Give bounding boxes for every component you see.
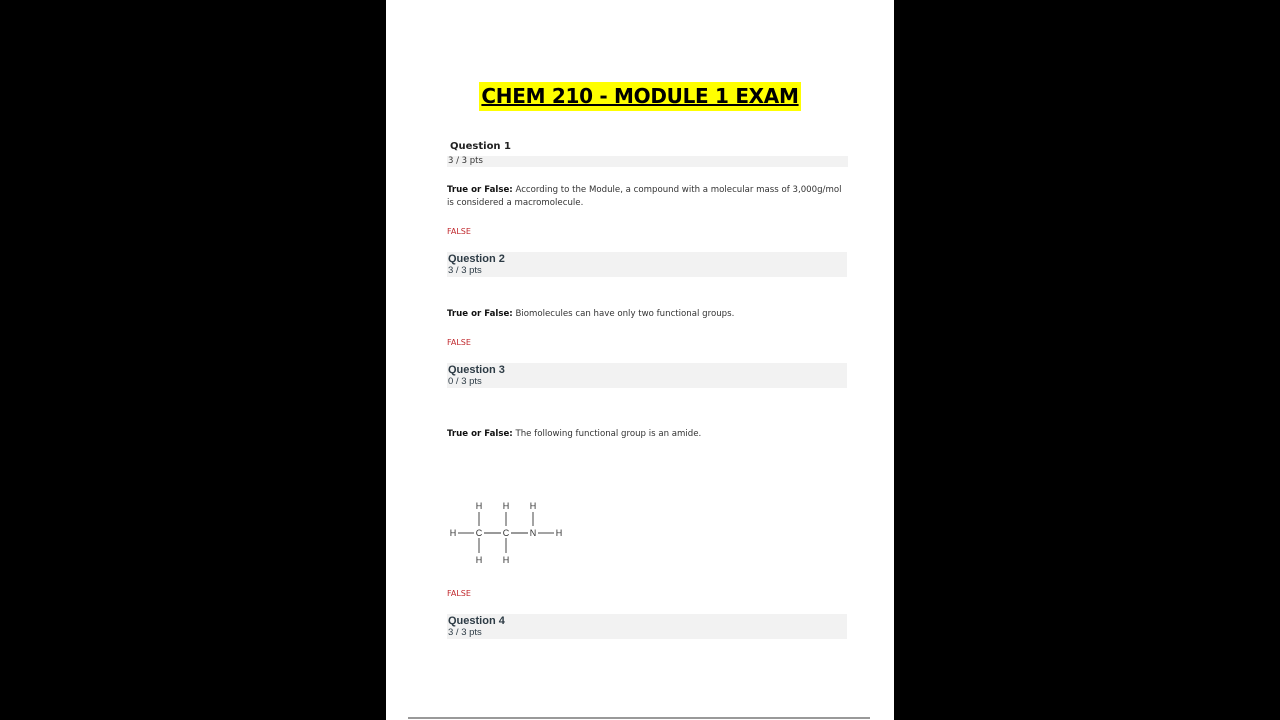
svg-text:H: H	[502, 555, 510, 565]
svg-text:C: C	[502, 528, 510, 538]
question-4-label: Question 4	[448, 615, 505, 627]
question-2-body: Biomolecules can have only two functional groups.	[512, 309, 735, 319]
document-page	[386, 0, 894, 720]
svg-text:H: H	[475, 501, 483, 511]
question-3-prefix: True or False:	[447, 429, 513, 439]
question-4-header	[447, 614, 847, 639]
question-1-text	[447, 184, 847, 210]
question-2-points: 3 / 3 pts	[448, 265, 482, 276]
question-1-label: Question 1	[450, 141, 511, 152]
question-3-header	[447, 363, 847, 388]
question-3-points: 0 / 3 pts	[448, 376, 482, 387]
question-2-text	[447, 308, 847, 321]
svg-text:H: H	[475, 555, 483, 565]
question-2-answer: FALSE	[447, 338, 471, 347]
svg-text:H: H	[555, 528, 563, 538]
question-1-points: 3 / 3 pts	[447, 156, 848, 167]
svg-text:H: H	[529, 501, 537, 511]
svg-text:N: N	[529, 528, 537, 538]
question-3-text	[447, 428, 847, 441]
question-1-answer: FALSE	[447, 227, 471, 236]
svg-text:H: H	[502, 501, 510, 511]
svg-text:H: H	[449, 528, 457, 538]
ethylamine-structure-figure	[447, 496, 571, 570]
title-container	[386, 82, 894, 111]
question-2-label: Question 2	[448, 253, 505, 265]
svg-text:C: C	[475, 528, 483, 538]
question-3-label: Question 3	[448, 364, 505, 376]
exam-title: CHEM 210 - MODULE 1 EXAM	[479, 82, 800, 111]
question-1-prefix: True or False:	[447, 185, 513, 195]
question-2-prefix: True or False:	[447, 309, 513, 319]
question-3-answer: FALSE	[447, 589, 471, 598]
question-3-body: The following functional group is an amide.	[512, 429, 702, 439]
question-1-body: According to the Module, a compound with a molecular mass of 3,000g/mol is considered a macromolecule.	[447, 185, 842, 208]
page-divider	[408, 717, 870, 719]
question-4-points: 3 / 3 pts	[448, 627, 482, 638]
question-2-header	[447, 252, 847, 277]
